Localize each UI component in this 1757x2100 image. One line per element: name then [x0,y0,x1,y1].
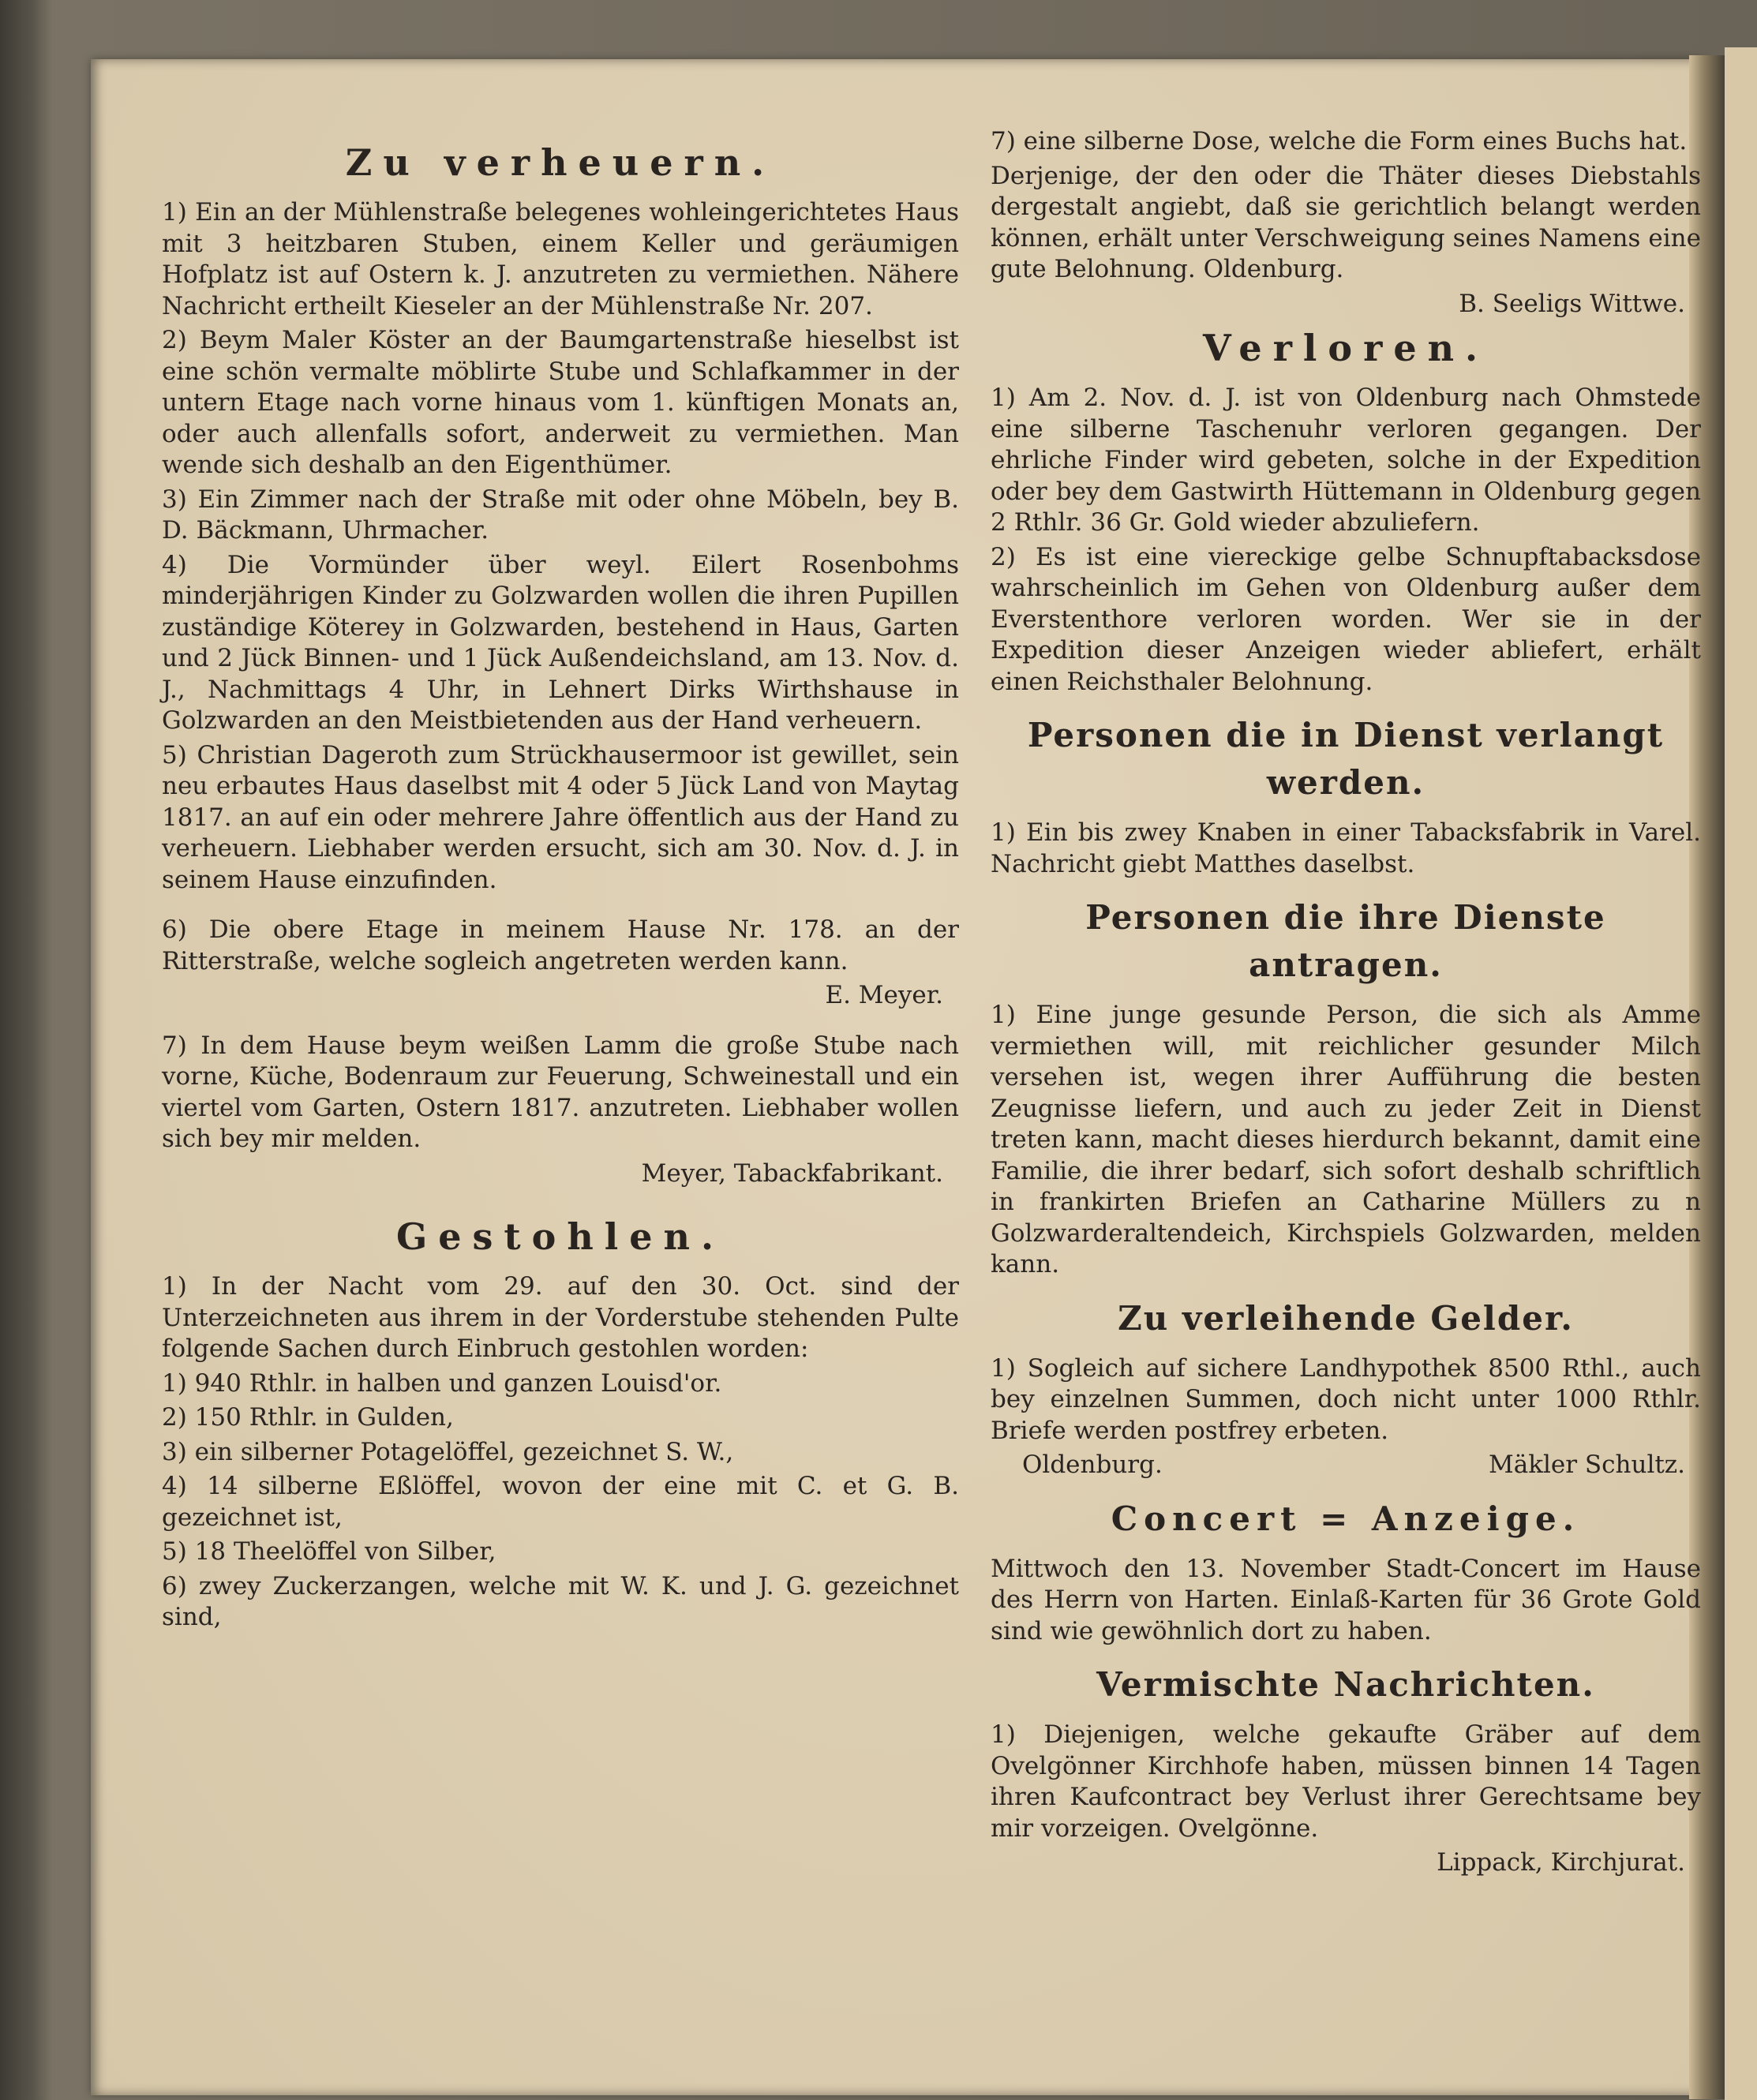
heading-verloren: Verloren. [1202,327,1489,369]
ad-vl-1: 1) Am 2. Nov. d. J. ist von Oldenburg nach Ohmstede eine silberne Taschenuhr verloren gegangen. Der ehrliche Finder wird gebeten, solche in der Expedition oder bey dem Gastwirth Hüttemann in Oldenburg gegen 2 Rthlr. 36 Gr. Gold wieder abzuliefern. [991,384,1701,537]
ad-vl-2: 2) Es ist eine viereckige gelbe Schnupftabacksdose wahrscheinlich im Gehen von Oldenburg außer dem Everstenthore verloren worden. Wer sie in der Expedition dieser Anzeigen wieder abliefert, erhält einen Reichsthaler Belohnung. [991,542,1701,696]
ad-gs-1: 1) In der Nacht vom 29. auf den 30. Oct. sind der Unterzeichneten aus ihrem in der Vorderstube stehenden Pulte folgende Sachen durch Einbruch gestohlen worden: [162,1272,959,1363]
list-item: 5) 18 Theelöffel von Silber, [162,1537,496,1566]
list-item: 1) 940 Rthlr. in halben und ganzen Louisd'or. [162,1368,722,1398]
heading-verleihende-gelder: Zu verleihende Gelder. [1118,1298,1574,1338]
list-item: 4) 14 silberne Eßlöffel, wovon der eine mit C. et G. B. gezeichnet ist, [162,1472,959,1532]
heading-zu-verheuern: Zu verheuern. [345,141,776,184]
ad-vg-1: 1) Sogleich auf sichere Landhypothek 8500 Rthl., auch bey einzelnen Summen, doch nicht unter 1000 Rthlr. Briefe werden postfrey erbeten. [991,1353,1701,1445]
ad-vn-signature: Lippack, Kirchjurat. [1437,1848,1685,1877]
next-page-edge [1725,47,1757,2100]
heading-concert: Concert = Anzeige. [1111,1499,1581,1538]
ad-zv-7-signature: Meyer, Tabackfabrikant. [641,1159,943,1188]
heading-vermischte: Vermischte Nachrichten. [1096,1665,1595,1704]
list-item: 2) 150 Rthlr. in Gulden, [162,1403,454,1432]
ad-zv-4: 4) Die Vormünder über weyl. Eilert Rosenbohms minderjährigen Kinder zu Golzwarden wollen die ihren Pupillen zuständige Köterey in Golzwarden, bestehend in Haus, Garten und 2 Jück Binnen- und 1 Jück Außendeichsland, am 13. Nov. d. J., Nachmittags 4 Uhr, in Lehnert Dirks Wirthshause in Golzwarden an den Meistbietenden aus der Hand verheuern. [162,550,959,735]
ad-pd-1: 1) Ein bis zwey Knaben in einer Tabacksfabrik in Varel. Nachricht giebt Matthes daselbst. [991,818,1701,878]
ad-zv-7: 7) In dem Hause beym weißen Lamm die große Stube nach vorne, Küche, Bodenraum zur Feuerung, Schweinestall und ein viertel vom Garten, Ostern 1817. anzutreten. Liebhaber wollen sich bey mir melden. [162,1031,959,1153]
ad-zv-1: 1) Ein an der Mühlenstraße belegenes wohleingerichtetes Haus mit 3 heitzbaren Stuben, einem Keller und geräumigen Hofplatz ist auf Ostern k. J. anzutreten zu vermiethen. Nähere Nachricht ertheilt Kieseler an der Mühlenstraße Nr. 207. [162,198,959,320]
ad-vg-place: Oldenburg. [1022,1451,1163,1479]
right-column [991,126,1701,1882]
ad-zv-6-signature: E. Meyer. [825,981,943,1009]
heading-dienste-antragen: Personen die ihre Dienste antragen. [1085,898,1606,984]
list-item: 3) ein silberner Potagelöffel, gezeichnet S. W., [162,1437,734,1466]
ad-gs-reward: Derjenige, der den oder die Thäter dieses Diebstahls dergestalt angiebt, daß sie gerichtlich belangt werden können, erhält unter Verschweigung seines Namens eine gute Belohnung. Oldenburg. [991,161,1701,283]
ad-zv-6: 6) Die obere Etage in meinem Hause Nr. 178. an der Ritterstraße, welche sogleich angetreten werden kann. [162,915,959,975]
ad-zv-5: 5) Christian Dageroth zum Strückhausermoor ist gewillet, sein neu erbautes Haus daselbst mit 4 oder 5 Jück Land von Maytag 1817. an auf ein oder mehrere Jahre öffentlich aus der Hand zu verheuern. Liebhaber werden ersucht, sich am 30. Nov. d. J. in seinem Hause einzufinden. [162,740,959,894]
ad-zv-2: 2) Beym Maler Köster an der Baumgartenstraße hieselbst ist eine schön vermalte möblirte Stube und Schlafkammer in der untern Etage nach vorne hinaus vom 1. künftigen Monats an, oder auch allenfalls sofort, anderweit zu vermiethen. Man wende sich deshalb an den Eigenthümer. [162,326,959,479]
ad-pa-1: 1) Eine junge gesunde Person, die sich als Amme vermiethen will, mit reichlicher gesunder Milch versehen ist, wegen ihrer Aufführung die besten Zeugnisse liefern, und auch zu jeder Zeit in Dienst treten kann, macht dieses hierdurch bekannt, damit eine Familie, die ihrer bedarf, sich sofort deshalb schriftlich in frankirten Briefen an Catharine Müllers zu n Golzwarderaltendeich, Kirchspiels Golzwarden, melden kann. [991,1001,1701,1278]
heading-gestohlen: Gestohlen. [395,1215,725,1258]
ad-zv-3: 3) Ein Zimmer nach der Straße mit oder ohne Möbeln, bey B. D. Bäckmann, Uhrmacher. [162,485,959,545]
ad-gs-signature: B. Seeligs Wittwe. [1459,289,1685,318]
ad-gs-7: 7) eine silberne Dose, welche die Form eines Buchs hat. [991,127,1688,155]
ad-vn-1: 1) Diejenigen, welche gekaufte Gräber auf dem Ovelgönner Kirchhofe haben, müssen binnen 14 Tagen ihren Kaufcontract bey Verlust ihrer Gerechtsame bey mir vorzeigen. Ovelgönne. [991,1720,1701,1843]
ad-vg-footer [991,1450,1701,1481]
heading-dienst-verlangt: Personen die in Dienst verlangt werden. [1027,716,1665,802]
ad-vg-signature: Mäkler Schultz. [1488,1451,1685,1479]
left-column [162,134,959,1637]
ad-ca-1: Mittwoch den 13. November Stadt-Concert im Hause des Herrn von Harten. Einlaß-Karten für 36 Grote Gold sind wie gewöhnlich dort zu haben. [991,1554,1701,1645]
list-item: 6) zwey Zuckerzangen, welche mit W. K. und J. G. gezeichnet sind, [162,1571,959,1631]
